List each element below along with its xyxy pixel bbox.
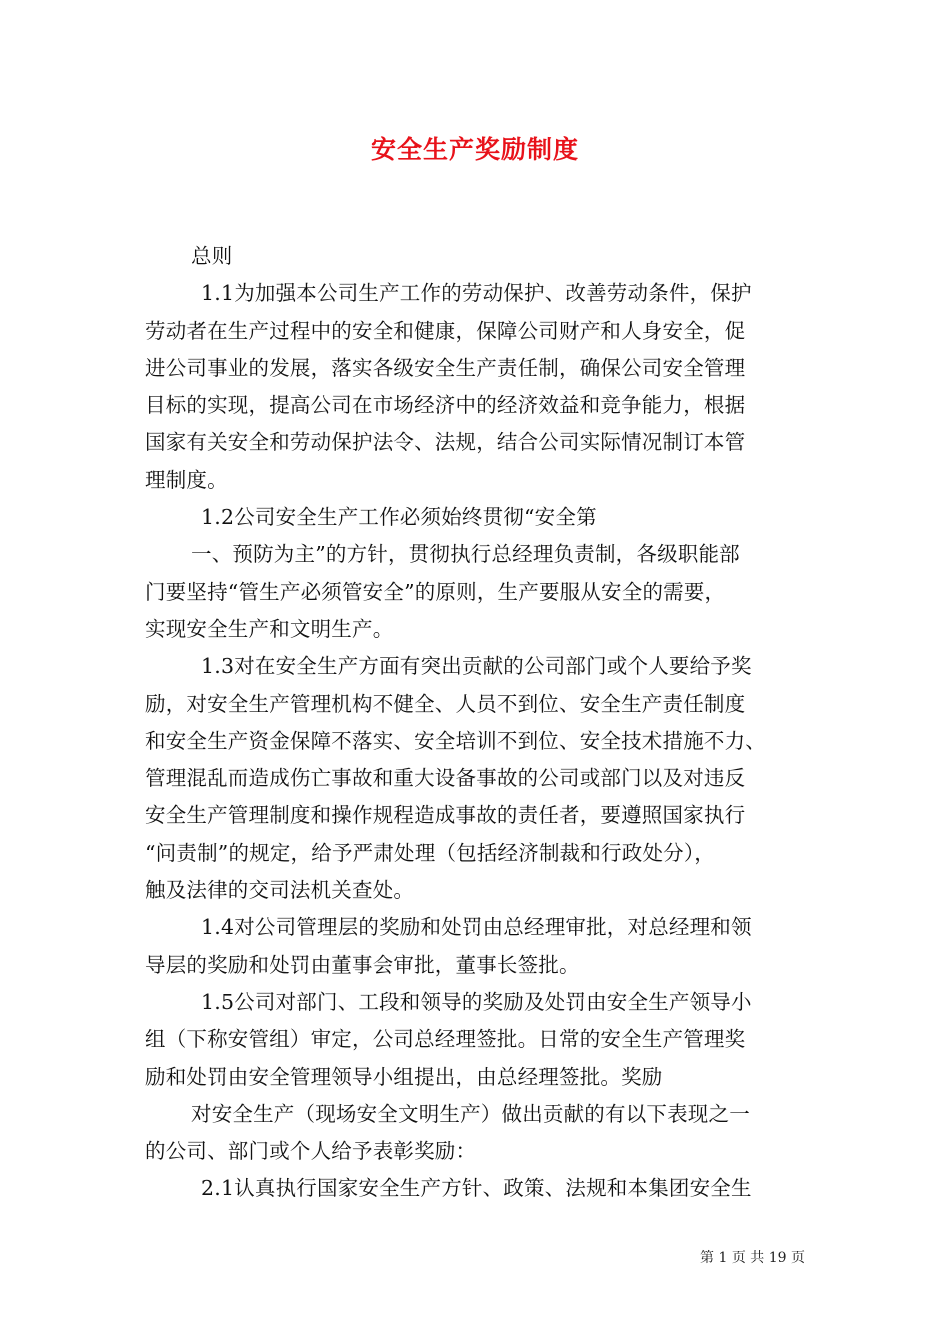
paragraph-line: 进公司事业的发展，落实各级安全生产责任制，确保公司安全管理: [145, 355, 746, 380]
paragraph-line: “问责制”的规定，给予严肃处理（包括经济制裁和行政处分），: [145, 840, 716, 865]
paragraph-line: 理制度。: [145, 467, 228, 492]
paragraph-line: 触及法律的交司法机关查处。: [145, 878, 415, 903]
document-body: [145, 238, 810, 1208]
paragraph-line: 励和处罚由安全管理领导小组提出，由总经理签批。奖励: [145, 1064, 663, 1089]
paragraph-line: 一、预防为主”的方针，贯彻执行总经理负责制，各级职能部: [191, 542, 740, 567]
paragraph-line: 1.3对在安全生产方面有突出贡献的公司部门或个人要给予奖: [201, 654, 752, 679]
paragraph-line: 组（下称安管组）审定，公司总经理签批。日常的安全生产管理奖: [145, 1027, 746, 1052]
paragraph-line: 管理混乱而造成伤亡事故和重大设备事故的公司或部门以及对违反: [145, 766, 746, 791]
paragraph-line: 的公司、部门或个人给予表彰奖励：: [145, 1139, 477, 1164]
document-title: 安全生产奖励制度: [370, 135, 579, 164]
paragraph-line: 劳动者在生产过程中的安全和健康，保障公司财产和人身安全，促: [145, 318, 746, 343]
paragraph-line: 安全生产管理制度和操作规程造成事故的责任者，要遵照国家执行: [145, 803, 746, 828]
paragraph-line: 导层的奖励和处罚由董事会审批，董事长签批。: [145, 952, 580, 977]
paragraph-line: 2.1认真执行国家安全生产方针、政策、法规和本集团安全生: [201, 1176, 752, 1201]
paragraph-line: 和安全生产资金保障不落实、安全培训不到位、安全技术措施不力、: [145, 728, 766, 753]
paragraph-line: 对安全生产（现场安全文明生产）做出贡献的有以下表现之一: [191, 1101, 750, 1126]
section-heading: 总则: [191, 244, 233, 268]
paragraph-line: 1.1为加强本公司生产工作的劳动保护、改善劳动条件，保护: [201, 281, 752, 306]
paragraph-line: 1.2公司安全生产工作必须始终贯彻“安全第: [201, 505, 597, 530]
paragraph-line: 实现安全生产和文明生产。: [145, 616, 394, 641]
paragraph-line: 1.5公司对部门、工段和领导的奖励及处罚由安全生产领导小: [201, 989, 752, 1014]
paragraph-line: 目标的实现，提高公司在市场经济中的经济效益和竞争能力，根据: [145, 393, 746, 418]
paragraph-line: 励，对安全生产管理机构不健全、人员不到位、安全生产责任制度: [145, 691, 746, 716]
page-number: 第 1 页 共 19 页: [700, 1250, 805, 1266]
paragraph-line: 门要坚持“管生产必须管安全”的原则，生产要服从安全的需要，: [145, 579, 726, 604]
paragraph-line: 国家有关安全和劳动保护法令、法规，结合公司实际情况制订本管: [145, 430, 746, 455]
paragraph-line: 1.4对公司管理层的奖励和处罚由总经理审批，对总经理和领: [201, 915, 752, 940]
